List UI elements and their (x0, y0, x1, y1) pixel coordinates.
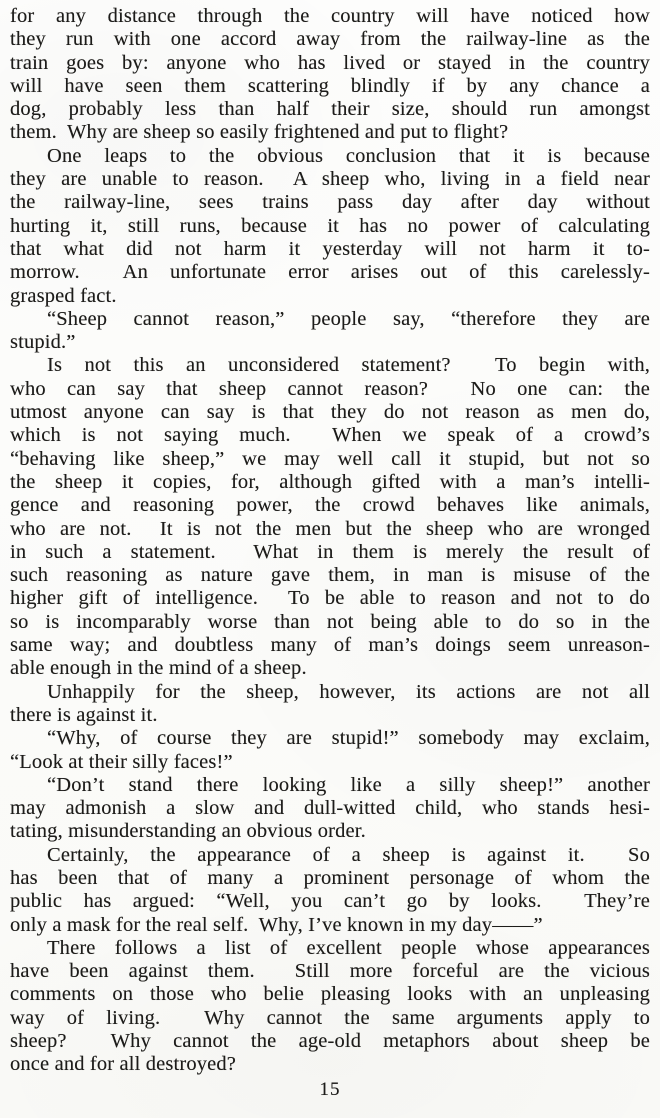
text-line: able enough in the mind of a sheep. (10, 657, 307, 680)
text-line: stupid.” (10, 331, 76, 354)
text-line: have been against them. Still more forceful are the vicious (10, 960, 650, 983)
text-line: who are not. It is not the men but the sheep who are wronged (10, 517, 650, 540)
text-line: they run with one accord away from the railway-line as the (10, 28, 650, 51)
text-line: may admonish a slow and dull-witted child, who stands hesi- (10, 797, 650, 820)
text-line: tating, misunderstanding an obvious order. (10, 820, 366, 843)
text-line: they are unable to reason. A sheep who, living in a field near (10, 168, 650, 191)
text-line: for any distance through the country will have noticed how (10, 5, 650, 27)
text-line: will have seen them scattering blindly if by any chance a (10, 74, 650, 97)
text-line: in such a statement. What in them is merely the result of (10, 540, 650, 563)
text-line: comments on those who belie pleasing looks with an unpleasing (10, 983, 650, 1006)
text-line: hurting it, still runs, because it has no power of calculating (10, 214, 650, 237)
text-line: public has argued: “Well, you can’t go by looks. They’re (10, 890, 650, 913)
paragraph (10, 354, 650, 680)
text-line: utmost anyone can say is that they do not reason as men do, (10, 401, 650, 424)
paragraph (10, 844, 650, 937)
text-line: “Don’t stand there looking like a silly sheep!” another (47, 773, 650, 796)
text-line: has been that of many a prominent personage of whom the (10, 866, 650, 889)
text-line: that what did not harm it yesterday will not harm it to- (10, 237, 650, 260)
text-line: only a mask for the real self. Why, I’ve known in my day——” (10, 913, 543, 936)
text-line: Unhappily for the sheep, however, its actions are not all (47, 680, 650, 703)
text-line: Is not this an unconsidered statement? To begin with, (47, 354, 650, 377)
paragraph (10, 727, 650, 774)
text-line: “Why, of course they are stupid!” somebody may exclaim, (47, 727, 650, 750)
text-line: who can say that sheep cannot reason? No one can: the (10, 377, 650, 400)
paragraph (10, 681, 650, 728)
paragraph (10, 145, 650, 308)
text-line: the railway-line, sees trains pass day after day without (10, 191, 650, 214)
text-line: the sheep it copies, for, although gifted with a man’s intelli- (10, 470, 650, 493)
text-line: train goes by: anyone who has lived or stayed in the country (10, 51, 650, 74)
paragraph (10, 5, 650, 145)
text-line: which is not saying much. When we speak of a crowd’s (10, 424, 650, 447)
paragraph (10, 937, 650, 1077)
page-number: 15 (319, 1078, 341, 1100)
paragraph (10, 774, 650, 844)
text-line: way of living. Why cannot the same arguments apply to (10, 1006, 650, 1029)
text-line: sheep? Why cannot the age-old metaphors about sheep be (10, 1030, 650, 1053)
text-line: gence and reasoning power, the crowd behaves like animals, (10, 494, 650, 517)
text-line: such reasoning as nature gave them, in man is misuse of the (10, 564, 650, 587)
text-line: “Look at their silly faces!” (10, 750, 233, 773)
paragraph (10, 308, 650, 355)
text-line: same way; and doubtless many of man’s doings seem unreason- (10, 634, 650, 657)
text-line: grasped fact. (10, 284, 117, 307)
text-line: there is against it. (10, 703, 158, 726)
text-line: so is incomparably worse than not being able to do so in the (10, 610, 650, 633)
text-line: them. Why are sheep so easily frightened and put to flight? (10, 121, 509, 144)
text-line: higher gift of intelligence. To be able to reason and not to do (10, 587, 650, 610)
text-line: dog, probably less than half their size, should run amongst (10, 98, 650, 121)
text-line: “behaving like sheep,” we may well call it stupid, but not so (10, 447, 650, 470)
text-line: Certainly, the appearance of a sheep is against it. So (47, 843, 650, 866)
text-line: “Sheep cannot reason,” people say, “therefore they are (47, 307, 650, 330)
text-line: once and for all destroyed? (10, 1053, 237, 1076)
text-line: There follows a list of excellent people whose appearances (47, 936, 650, 959)
text-line: morrow. An unfortunate error arises out of this carelessly- (10, 261, 650, 284)
text-line: One leaps to the obvious conclusion that it is because (47, 144, 650, 167)
